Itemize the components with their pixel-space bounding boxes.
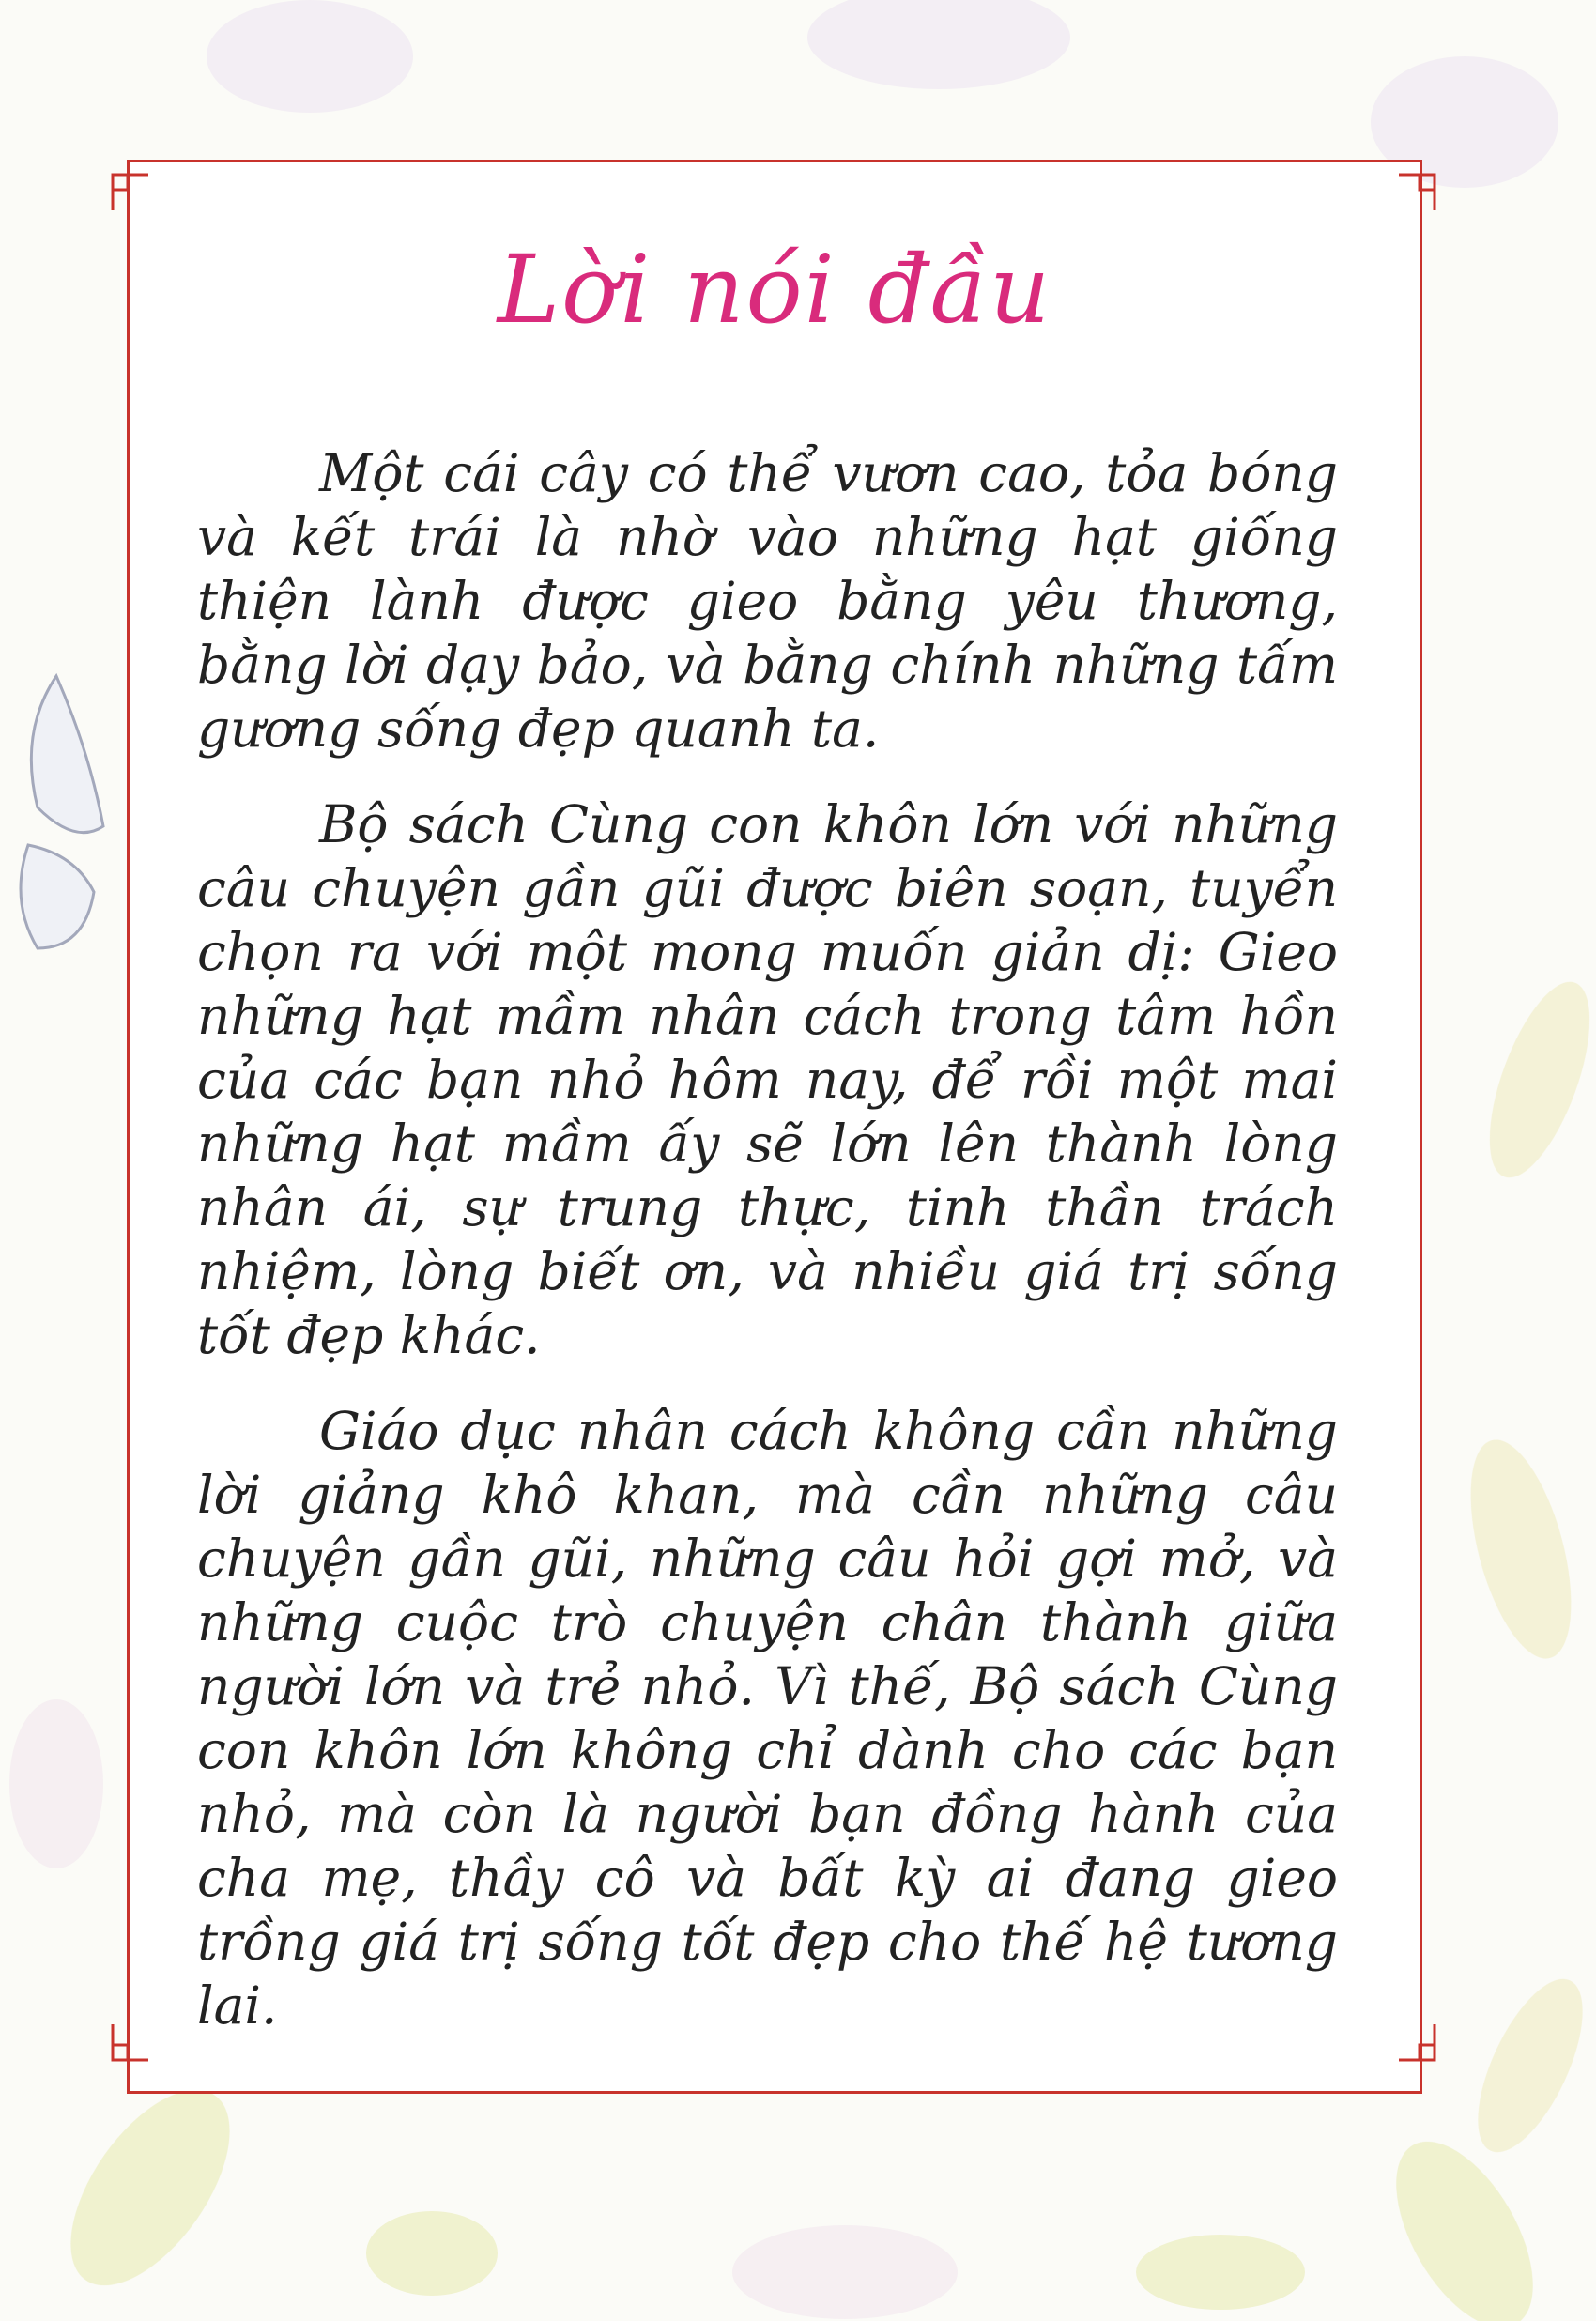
corner-ornament-bottom-left [111,1977,195,2062]
leaf-illustration [1450,970,1596,2167]
paragraph-3: Giáo dục nhân cách không cần những lời giảng khô khan, mà cần những câu chuyện gần gũi, những câu hỏi gợi mở, và những cuộc trò chuyện chân thành giữa người lớn và trẻ nhỏ. Vì thế, Bộ sách Cùng con khôn lớn không chỉ dành cho các bạn nhỏ, mà còn là người bạn đồng hành của cha mẹ, thầy cô và bất kỳ ai đang gieo trồng giá trị sống tốt đẹp cho thế hệ tương lai. [197,1401,1338,2036]
butterfly-illustration [21,676,103,948]
page-title: Lời nói đầu [497,235,1052,345]
corner-ornament-bottom-right [1352,1977,1436,2062]
paragraph-1: Một cái cây có thể vươn cao, tỏa bóng và kết trái là nhờ vào những hạt giống thiện lành được gieo bằng yêu thương, bằng lời dạy bảo, và bằng chính những tấm gương sống đẹp quanh ta. [197,443,1338,759]
paragraph-2: Bộ sách Cùng con khôn lớn với những câu chuyện gần gũi được biên soạn, tuyển chọn ra với một mong muốn giản dị: Gieo những hạt mầm nhân cách trong tâm hồn của các bạn nhỏ hôm nay, để rồi một mai những hạt mầm ấy sẽ lớn lên thành lòng nhân ái, sự trung thực, tinh thần trách nhiệm, lòng biết ơn, và nhiều giá trị sống tốt đẹp khác. [197,794,1338,1365]
preface-body [197,441,1338,2069]
